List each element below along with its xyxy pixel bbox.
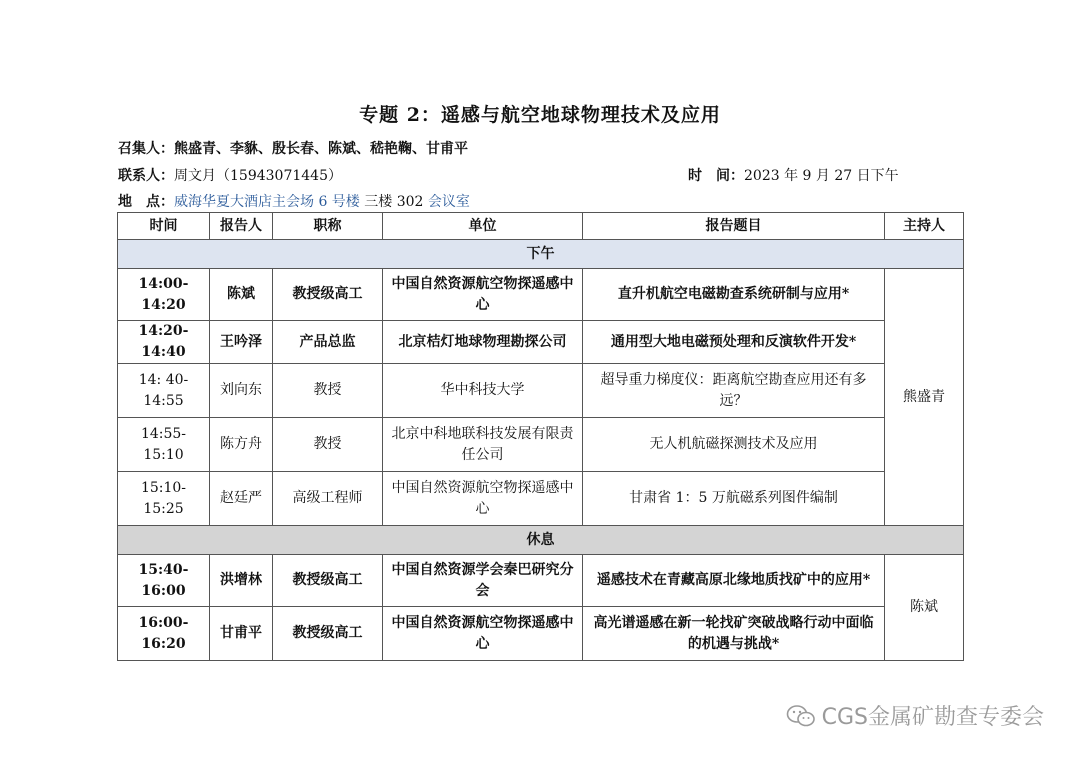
- header-host: 主持人: [885, 213, 964, 240]
- row-time: 15:40-16:00: [118, 555, 210, 607]
- row-topic: 通用型大地电磁预处理和反演软件开发*: [583, 321, 885, 364]
- watermark-text: CGS金属矿勘查专委会: [821, 705, 1044, 730]
- row-time: 15:10-15:25: [118, 472, 210, 526]
- row-title: 教授级高工: [273, 555, 383, 607]
- row-unit: 中国自然资源航空物探遥感中心: [383, 472, 583, 526]
- row-speaker: 甘甫平: [210, 607, 273, 661]
- row-title: 教授: [273, 418, 383, 472]
- schedule-table: [117, 212, 964, 661]
- row-speaker: 王吟泽: [210, 321, 273, 364]
- row-title: 产品总监: [273, 321, 383, 364]
- header-title: 职称: [273, 213, 383, 240]
- row-topic: 高光谱遥感在新一轮找矿突破战略行动中面临的机遇与挑战*: [583, 607, 885, 661]
- table-row: [118, 472, 964, 526]
- row-time: 14:55-15:10: [118, 418, 210, 472]
- row-unit: 北京桔灯地球物理勘探公司: [383, 321, 583, 364]
- conveners-label: 召集人：: [118, 141, 174, 157]
- row-time: 16:00-16:20: [118, 607, 210, 661]
- page-title: 专题 2：遥感与航空地球物理技术及应用: [359, 104, 721, 126]
- row-topic: 甘肃省 1：5 万航磁系列图件编制: [583, 472, 885, 526]
- header-speaker: 报告人: [210, 213, 273, 240]
- row-speaker: 刘向东: [210, 364, 273, 418]
- row-unit: 中国自然资源学会秦巴研究分会: [383, 555, 583, 607]
- contact-line: [118, 165, 342, 185]
- conveners-names: 熊盛青、李貅、殷长春、陈斌、嵇艳鞠、甘甫平: [174, 141, 468, 157]
- row-speaker: 洪增林: [210, 555, 273, 607]
- location-line: [118, 191, 470, 211]
- host-cell-1: 熊盛青: [885, 269, 964, 526]
- location-label: 地 点：: [118, 194, 174, 210]
- row-title: 教授: [273, 364, 383, 418]
- table-row: [118, 418, 964, 472]
- section-row-break: [118, 526, 964, 555]
- row-title: 高级工程师: [273, 472, 383, 526]
- row-speaker: 陈斌: [210, 269, 273, 321]
- time-value: 2023 年 9 月 27 日下午: [744, 168, 899, 184]
- contact-label: 联系人：: [118, 168, 174, 184]
- location-room-link[interactable]: 会议室: [427, 194, 470, 210]
- table-row: [118, 321, 964, 364]
- header-unit: 单位: [383, 213, 583, 240]
- location-floor: 三楼 302: [359, 194, 428, 210]
- row-time: 14:00-14:20: [118, 269, 210, 321]
- header-time: 时间: [118, 213, 210, 240]
- section-label-break: 休息: [118, 526, 964, 555]
- section-label-afternoon: 下午: [118, 240, 964, 269]
- header-topic: 报告题目: [583, 213, 885, 240]
- row-time: 14: 40-14:55: [118, 364, 210, 418]
- section-row-afternoon: [118, 240, 964, 269]
- row-topic: 无人机航磁探测技术及应用: [583, 418, 885, 472]
- watermark: [786, 700, 1044, 731]
- row-unit: 中国自然资源航空物探遥感中心: [383, 607, 583, 661]
- time-label: 时 间：: [688, 168, 744, 184]
- table-row: [118, 364, 964, 418]
- row-title: 教授级高工: [273, 607, 383, 661]
- table-header-row: [118, 213, 964, 240]
- table-row: [118, 555, 964, 607]
- table-row: [118, 269, 964, 321]
- row-topic: 超导重力梯度仪：距离航空勘查应用还有多远？: [583, 364, 885, 418]
- row-speaker: 陈方舟: [210, 418, 273, 472]
- row-speaker: 赵廷严: [210, 472, 273, 526]
- row-time: 14:20-14:40: [118, 321, 210, 364]
- table-row: [118, 607, 964, 661]
- row-title: 教授级高工: [273, 269, 383, 321]
- row-unit: 华中科技大学: [383, 364, 583, 418]
- contact-value: 周文月（15943071445）: [174, 168, 342, 184]
- conveners-line: [118, 138, 468, 158]
- wechat-icon: [786, 704, 816, 728]
- location-venue-link[interactable]: 威海华夏大酒店主会场 6 号楼: [174, 194, 360, 210]
- row-topic: 遥感技术在青藏高原北缘地质找矿中的应用*: [583, 555, 885, 607]
- time-line: [688, 165, 899, 185]
- row-topic: 直升机航空电磁勘查系统研制与应用*: [583, 269, 885, 321]
- row-unit: 北京中科地联科技发展有限责任公司: [383, 418, 583, 472]
- row-unit: 中国自然资源航空物探遥感中心: [383, 269, 583, 321]
- host-cell-2: 陈斌: [885, 555, 964, 661]
